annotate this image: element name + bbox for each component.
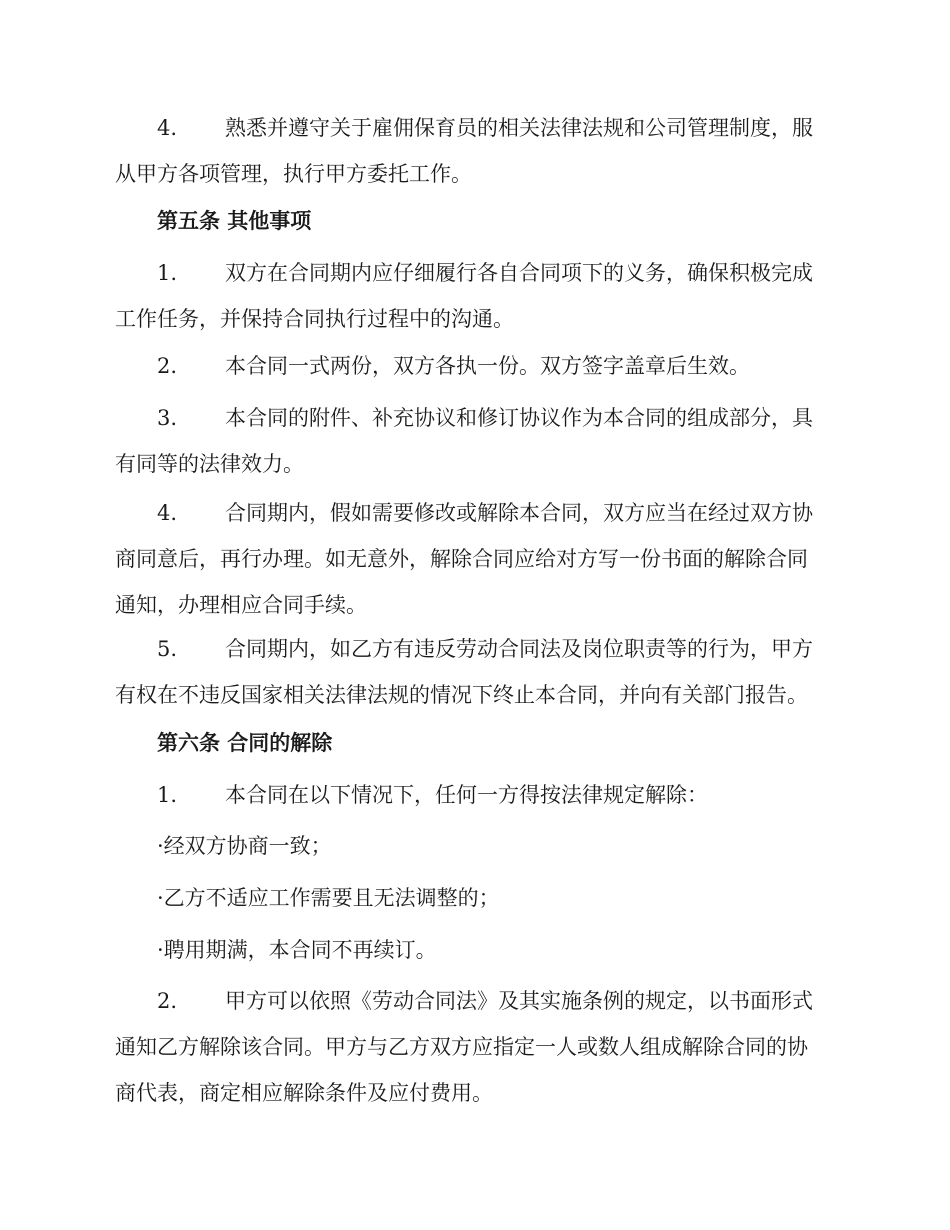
- item-number: 2.: [157, 354, 178, 378]
- item-text: 本合同一式两份，双方各执一份。双方签字盖章后生效。: [225, 354, 750, 378]
- bullet-item: [115, 927, 833, 973]
- bullet-item: [115, 823, 833, 869]
- list-item: [115, 343, 833, 389]
- item-number: 4.: [157, 116, 178, 140]
- item-number: 3.: [157, 406, 178, 430]
- bullet-item: [115, 875, 833, 921]
- list-item: [115, 395, 833, 487]
- bullet-text: ·乙方不适应工作需要且无法调整的；: [157, 886, 500, 910]
- item-text-continued: 有同等的法律效力。: [115, 452, 304, 476]
- list-item: [115, 250, 833, 342]
- item-text-continued: 有权在不违反国家相关法律法规的情况下终止本合同，并向有关部门报告。: [115, 683, 808, 707]
- list-item: [115, 978, 833, 1116]
- item-text: 合同期内，假如需要修改或解除本合同，双方应当在经过双方协: [225, 501, 813, 525]
- item-number: 2.: [157, 989, 178, 1013]
- bullet-text: ·经双方协商一致；: [157, 834, 332, 858]
- item-text-continued: 从甲方各项管理，执行甲方委托工作。: [115, 162, 472, 186]
- section-title: 第六条 合同的解除: [157, 730, 333, 755]
- item-text: 熟悉并遵守关于雇佣保育员的相关法律法规和公司管理制度，服: [225, 116, 813, 140]
- item-text: 甲方可以依照《劳动合同法》及其实施条例的规定，以书面形式: [225, 989, 813, 1013]
- section-heading: [115, 198, 833, 244]
- item-text: 本合同的附件、补充协议和修订协议作为本合同的组成部分，具: [225, 406, 813, 430]
- item-text-continued: 商同意后，再行办理。如无意外，解除合同应给对方写一份书面的解除合同: [115, 547, 808, 571]
- list-item: [115, 772, 833, 818]
- item-text: 双方在合同期内应仔细履行各自合同项下的义务，确保积极完成: [225, 261, 813, 285]
- list-item: [115, 490, 833, 628]
- section-heading: [115, 720, 833, 766]
- section-title: 第五条 其他事项: [157, 208, 312, 233]
- item-text-continued: 工作任务，并保持合同执行过程中的沟通。: [115, 307, 514, 331]
- bullet-text: ·聘用期满，本合同不再续订。: [157, 938, 437, 962]
- item-number: 4.: [157, 501, 178, 525]
- item-text-continued: 商代表，商定相应解除条件及应付费用。: [115, 1081, 493, 1105]
- item-number: 1.: [157, 261, 178, 285]
- list-item: [115, 105, 833, 197]
- list-item: [115, 626, 833, 718]
- item-text-continued: 通知，办理相应合同手续。: [115, 593, 367, 617]
- item-text: 合同期内，如乙方有违反劳动合同法及岗位职责等的行为，甲方: [225, 637, 813, 661]
- item-text-continued: 通知乙方解除该合同。甲方与乙方双方应指定一人或数人组成解除合同的协: [115, 1035, 808, 1059]
- item-number: 1.: [157, 783, 178, 807]
- item-number: 5.: [157, 637, 178, 661]
- item-text: 本合同在以下情况下，任何一方得按法律规定解除：: [225, 783, 708, 807]
